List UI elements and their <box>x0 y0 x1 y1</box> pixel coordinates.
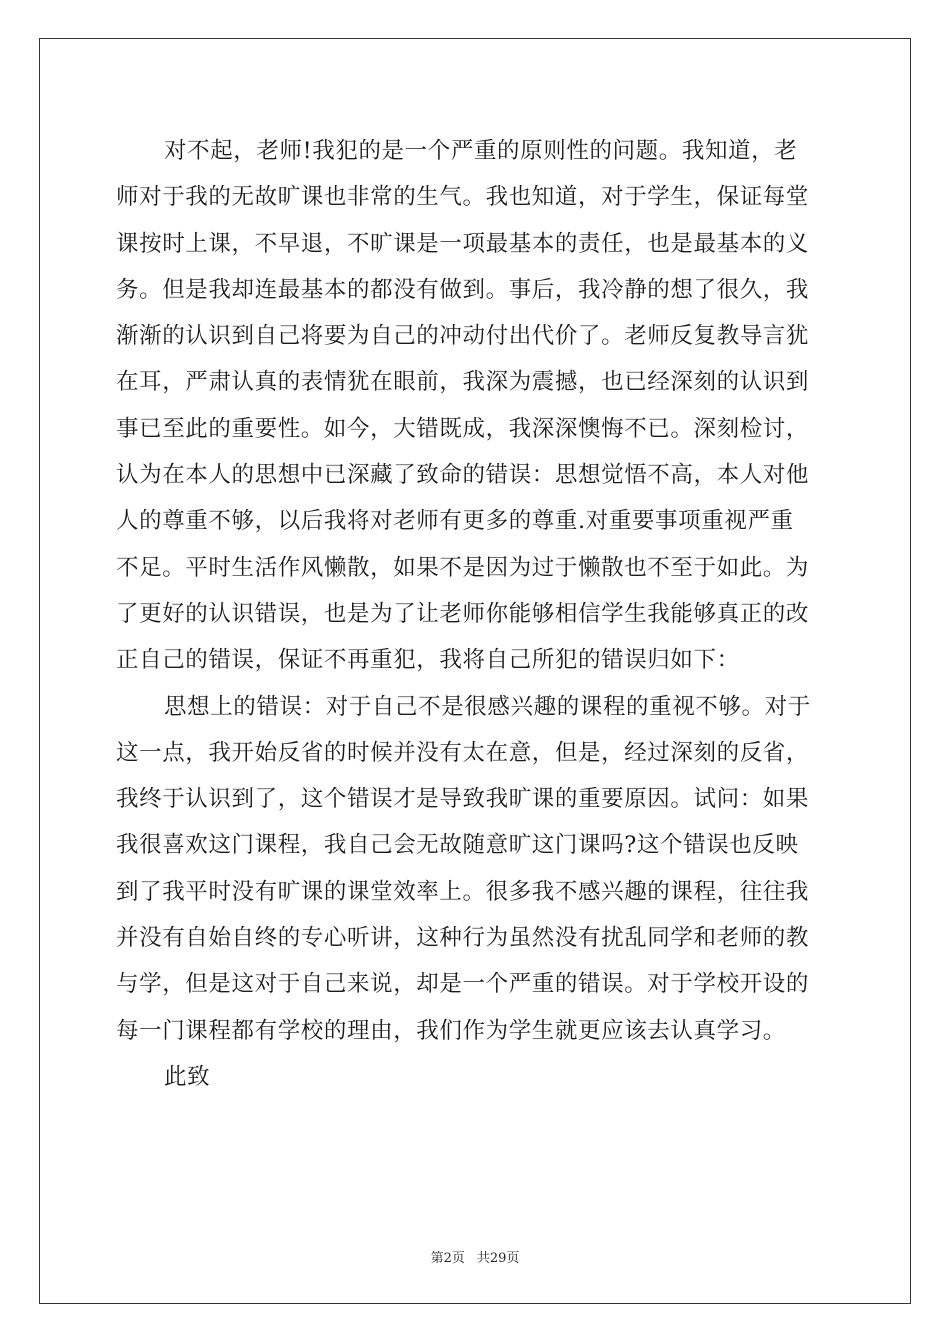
paragraph-1-line-2: 师对于我的无故旷课也非常的生气。我也知道，对于学生，保证每堂 <box>116 184 810 211</box>
paragraph-1-line-7: 事已至此的重要性。如今，大错既成，我深深懊悔不已。深刻检讨， <box>116 415 810 442</box>
paragraph-1-line-8: 认为在本人的思想中已深藏了致命的错误：思想觉悟不高，本人对他 <box>116 462 810 489</box>
paragraph-2-line-5: 到了我平时没有旷课的课堂效率上。很多我不感兴趣的课程，往往我 <box>116 878 810 905</box>
paragraph-1-line-3: 课按时上课，不早退，不旷课是一项最基本的责任，也是最基本的义 <box>116 230 810 257</box>
page-number: 第2页 <box>430 1251 465 1266</box>
paragraph-2-line-3: 我终于认识到了，这个错误才是导致我旷课的重要原因。试问：如果 <box>116 786 810 813</box>
document-body <box>116 128 832 1100</box>
page-footer <box>0 1247 950 1266</box>
paragraph-1-line-10: 不足。平时生活作风懒散，如果不是因为过于懒散也不至于如此。为 <box>116 554 810 581</box>
paragraph-1-line-11: 了更好的认识错误，也是为了让老师你能够相信学生我能够真正的改 <box>116 600 810 627</box>
paragraph-2-line-8: 每一门课程都有学校的理由，我们作为学生就更应该去认真学习。 <box>116 1017 786 1044</box>
paragraph-1-line-12: 正自己的错误，保证不再重犯，我将自己所犯的错误归如下： <box>116 647 740 674</box>
paragraph-1-line-4: 务。但是我却连最基本的都没有做到。事后，我冷静的想了很久，我 <box>116 276 810 303</box>
total-pages: 共29页 <box>476 1251 520 1266</box>
paragraph-1-line-9: 人的尊重不够，以后我将对老师有更多的尊重.对重要事项重视严重 <box>116 508 794 535</box>
closing-salutation: 此致 <box>164 1063 211 1090</box>
paragraph-2-line-1: 思想上的错误：对于自己不是很感兴趣的课程的重视不够。对于 <box>164 693 811 720</box>
paragraph-1-line-6: 在耳，严肃认真的表情犹在眼前，我深为震撼，也已经深刻的认识到 <box>116 369 810 396</box>
paragraph-1-line-1: 对不起，老师!我犯的是一个严重的原则性的问题。我知道，老 <box>164 138 798 164</box>
paragraph-1-line-5: 渐渐的认识到自己将要为自己的冲动付出代价了。老师反复教导言犹 <box>116 323 810 350</box>
paragraph-2-line-2: 这一点，我开始反省的时候并没有太在意，但是，经过深刻的反省， <box>116 739 810 766</box>
paragraph-2-line-6: 并没有自始自终的专心听讲，这种行为虽然没有扰乱同学和老师的教 <box>116 925 810 952</box>
paragraph-2-line-7: 与学，但是这对于自己来说，却是一个严重的错误。对于学校开设的 <box>116 971 810 998</box>
paragraph-2-line-4: 我很喜欢这门课程，我自己会无故随意旷这门课吗?这个错误也反映 <box>116 832 799 859</box>
